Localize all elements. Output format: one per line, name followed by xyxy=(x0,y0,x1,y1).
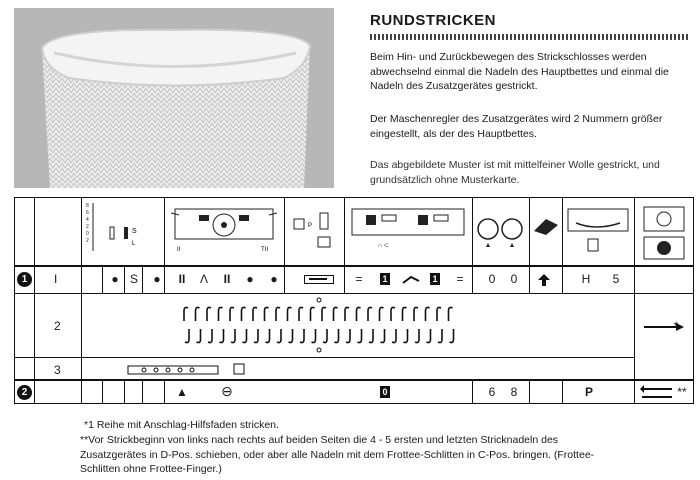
sinker-icon xyxy=(532,211,562,241)
cell-equals: = xyxy=(355,272,363,286)
double-arrow-icon xyxy=(640,385,674,401)
needle-hook-upper xyxy=(219,307,223,321)
needle-hook-lower xyxy=(254,329,258,343)
cell-dot: ● xyxy=(153,272,161,286)
svg-text:S: S xyxy=(132,228,137,235)
cell-boxed-1: 1 xyxy=(380,273,390,285)
col-divider xyxy=(344,197,345,293)
carriage-dial-icon xyxy=(169,205,279,260)
up-arrow-icon xyxy=(537,273,551,287)
needle-hook-lower xyxy=(358,329,362,343)
cell-divider xyxy=(124,379,125,404)
row-number-1: I xyxy=(54,272,58,286)
svg-text:4: 4 xyxy=(86,217,89,223)
needle-hook-upper xyxy=(196,307,200,321)
needle-hook-lower xyxy=(427,329,431,343)
needle-hook-upper xyxy=(414,307,418,321)
cell-divider xyxy=(529,379,530,404)
cell-zero: 0 xyxy=(488,272,496,286)
needle-hook-lower xyxy=(404,329,408,343)
needle-hook-upper xyxy=(357,307,361,321)
needle-hook-lower xyxy=(323,329,327,343)
row-counter-icon xyxy=(564,205,632,261)
svg-text:L: L xyxy=(132,241,136,247)
svg-text:2: 2 xyxy=(86,224,89,230)
col-divider xyxy=(529,197,530,293)
needle-hook-lower xyxy=(381,329,385,343)
needle-hook-lower xyxy=(300,329,304,343)
carriage-selector-icon xyxy=(638,205,690,263)
needle-hook-lower xyxy=(335,329,339,343)
cell-arrow-box xyxy=(304,275,334,284)
col-divider xyxy=(81,197,82,404)
cell-ii: II xyxy=(178,272,186,286)
svg-text:6: 6 xyxy=(86,210,89,216)
cell-divider xyxy=(472,379,473,404)
needle-hook-upper xyxy=(253,307,257,321)
needle-hook-upper xyxy=(449,307,453,321)
needle-hook-upper xyxy=(437,307,441,321)
row-number-3: 3 xyxy=(54,363,61,377)
col-divider xyxy=(634,197,635,404)
paragraph-3: Das abgebildete Muster ist mit mittelfeiner Wolle gestrickt, und grundsätzlich ohne Musterkarte. xyxy=(370,159,660,186)
cell-boxed-1b: 1 xyxy=(430,273,440,285)
needle-hook-upper xyxy=(311,307,315,321)
knitting-pattern-table xyxy=(14,197,694,404)
title-underline xyxy=(370,34,690,40)
needle-hook-upper xyxy=(334,307,338,321)
lever-icon xyxy=(288,209,342,259)
needle-hook-upper xyxy=(276,307,280,321)
cell-six: 6 xyxy=(488,385,496,399)
sinker-small-icon xyxy=(401,275,421,285)
svg-text:P: P xyxy=(308,223,313,229)
needle-hook-lower xyxy=(220,329,224,343)
needle-hook-lower xyxy=(438,329,442,343)
needle-hook-upper xyxy=(288,307,292,321)
knitted-sample-photo xyxy=(14,8,334,188)
paragraph-1: Beim Hin- und Zurückbewegen des Strickschlosses werden abwechselnd einmal die Nadeln des Hauptbettes und einmal die Nadeln des Zusatzgerätes gestrickt. xyxy=(370,51,669,92)
cell-zero: 0 xyxy=(510,272,518,286)
cell-equals: = xyxy=(456,272,464,286)
svg-text:0: 0 xyxy=(86,231,89,237)
cell-lambda: Λ xyxy=(199,272,208,286)
cell-eight: 8 xyxy=(510,385,518,399)
section-marker-2: 2 xyxy=(17,385,32,400)
needle-hook-lower xyxy=(243,329,247,343)
cell-divider xyxy=(562,379,563,404)
footnote-2: **Vor Strickbeginn von links nach rechts auf beiden Seiten die 4 - 5 ersten und letzten Stricknadeln des Zusatzgerätes in D-Pos. schieben, oder aber alle Nadeln mit dem Frottee-Schlitten in C-Pos. bringen. (Frottee-Schlitten ohne Frottee-Finger.) xyxy=(80,434,595,475)
cell-h: H xyxy=(581,272,591,286)
row-separator-2 xyxy=(14,357,634,358)
needle-hook-upper xyxy=(207,307,211,321)
needle-hook-lower xyxy=(346,329,350,343)
page-title: RUNDSTRICKEN xyxy=(370,12,496,29)
needle-hook-upper xyxy=(184,307,188,321)
col-divider xyxy=(562,197,563,293)
needle-hook-lower xyxy=(289,329,293,343)
cell-divider xyxy=(142,379,143,404)
needle-hook-lower xyxy=(208,329,212,343)
cell-p: P xyxy=(584,385,593,399)
row-separator-1 xyxy=(14,293,694,294)
needle-hook-lower xyxy=(277,329,281,343)
cell-minus-circle: ⊖ xyxy=(221,383,233,399)
needle-hook-upper xyxy=(368,307,372,321)
needle-diagram xyxy=(174,295,464,355)
needle-hook-upper xyxy=(265,307,269,321)
header-separator xyxy=(14,265,694,267)
needle-hook-upper xyxy=(242,307,246,321)
needle-hook-lower xyxy=(415,329,419,343)
cell-divider xyxy=(102,379,103,404)
col-divider xyxy=(34,197,35,404)
needle-position-icon xyxy=(84,201,162,261)
svg-text:8: 8 xyxy=(86,203,89,209)
needle-hook-upper xyxy=(391,307,395,321)
cell-divider xyxy=(102,265,103,293)
footnote-star: * xyxy=(673,319,679,333)
row-separator-3 xyxy=(14,379,694,381)
needle-hook-upper xyxy=(322,307,326,321)
needle-hook-lower xyxy=(197,329,201,343)
needle-bed-icon xyxy=(124,360,254,378)
col-divider xyxy=(472,197,473,293)
cell-s: S xyxy=(129,272,138,286)
paragraph-2: Der Maschenregler des Zusatzgerätes wird 2 Nummern größer eingestellt, als der des Hauptbettes. xyxy=(370,113,663,140)
needle-hook-lower xyxy=(450,329,454,343)
needle-hook-upper xyxy=(345,307,349,321)
svg-text:2: 2 xyxy=(86,238,89,244)
cell-dot: ● xyxy=(270,272,278,286)
needle-hook-lower xyxy=(369,329,373,343)
cell-divider xyxy=(164,379,165,404)
row-number-2: 2 xyxy=(54,319,61,333)
needle-hook-lower xyxy=(185,329,189,343)
svg-text:∩ ⊂: ∩ ⊂ xyxy=(378,243,390,249)
needle-hook-lower xyxy=(231,329,235,343)
col-divider xyxy=(284,197,285,293)
needle-hook-upper xyxy=(299,307,303,321)
footnote-double-star: ** xyxy=(677,385,687,399)
needle-hook-lower xyxy=(392,329,396,343)
cell-triangle: ▲ xyxy=(176,385,188,399)
svg-text:TII: TII xyxy=(261,247,268,253)
needle-hook-lower xyxy=(312,329,316,343)
footnote-1: *1 Reihe mit Anschlag-Hilfsfaden stricken. xyxy=(84,419,279,431)
cell-dot: ● xyxy=(246,272,254,286)
tension-discs-icon xyxy=(474,207,526,257)
cell-five: 5 xyxy=(612,272,620,286)
section-marker-1: 1 xyxy=(17,272,32,287)
cell-ii: II xyxy=(223,272,231,286)
ribber-settings-icon xyxy=(348,203,468,258)
cell-boxed-0: 0 xyxy=(380,386,390,398)
svg-text:II: II xyxy=(177,247,181,253)
right-arrow-icon xyxy=(642,321,692,333)
needle-hook-upper xyxy=(403,307,407,321)
needle-hook-upper xyxy=(230,307,234,321)
needle-hook-upper xyxy=(426,307,430,321)
cell-dot: ● xyxy=(111,272,119,286)
needle-hook-lower xyxy=(266,329,270,343)
needle-hook-upper xyxy=(380,307,384,321)
